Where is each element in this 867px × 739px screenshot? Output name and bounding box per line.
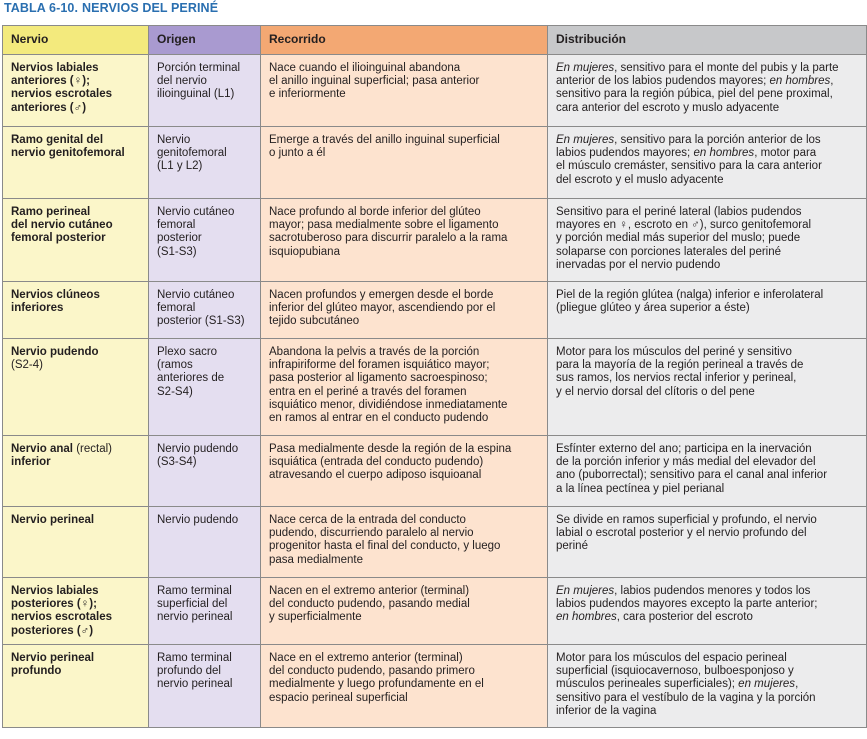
cell-origen: Nervio pudendo (S3-S4) bbox=[149, 436, 261, 507]
sex-qualifier: en hombres bbox=[693, 147, 755, 160]
sex-qualifier: en hombres bbox=[769, 75, 831, 88]
sex-qualifier: En mujeres bbox=[556, 134, 615, 146]
cell-origen: Nervio genitofemoral (L1 y L2) bbox=[149, 127, 261, 199]
cell-recorrido: Abandona la pelvis a través de la porción infrapiriforme del foramen isquiático mayor; pasa posterior al ligamento sacroespinoso; entra en el periné a través del foramen isquiático menor, dividiéndose inmediatamente en ramos al entrar en el conducto pudendo bbox=[261, 339, 548, 436]
cell-recorrido: Emerge a través del anillo inguinal superficial o junto a él bbox=[261, 127, 548, 199]
cell-nervio bbox=[3, 339, 149, 436]
header-nervio: Nervio bbox=[3, 26, 149, 55]
nervio-name: Nervio perineal profundo bbox=[11, 652, 95, 678]
distribution-text: , sensitivo para el vestíbulo de la vagina y la porción inferior de la vagina bbox=[556, 678, 816, 717]
cell-origen: Nervio cutáneo femoral posterior (S1-S3) bbox=[149, 199, 261, 282]
cell-distribucion bbox=[548, 645, 867, 728]
nervio-name: Nervios labiales posteriores (♀); nervios escrotales posteriores (♂) bbox=[11, 585, 113, 637]
nervio-qualifier: (rectal) bbox=[73, 443, 112, 455]
distribution-text: , sensitivo para el monte del pubis y la parte anterior de los labios pudendos mayores; bbox=[556, 62, 839, 88]
table-row bbox=[3, 507, 867, 578]
cell-nervio bbox=[3, 282, 149, 339]
distribution-text: Motor para los músculos del espacio perineal superficial (isquiocavernoso, bulboesponjoso y músculos perineales superficiales); bbox=[556, 652, 794, 691]
table-row bbox=[3, 645, 867, 728]
cell-recorrido: Nacen en el extremo anterior (terminal) del conducto pudendo, pasando medial y superficialmente bbox=[261, 578, 548, 645]
table-row bbox=[3, 127, 867, 199]
cell-origen: Ramo terminal profundo del nervio perineal bbox=[149, 645, 261, 728]
distribution-text: , sensitivo para la región púbica, piel del pene proximal, cara anterior del escroto y muslo adyacente bbox=[556, 75, 834, 114]
cell-distribucion bbox=[548, 436, 867, 507]
header-recorrido: Recorrido bbox=[261, 26, 548, 55]
distribution-text: , sensitivo para la porción anterior de los labios pudendos mayores; bbox=[556, 134, 821, 160]
sex-qualifier: en hombres bbox=[556, 611, 617, 624]
table-heading: NERVIOS DEL PERINÉ bbox=[82, 1, 219, 15]
table-row bbox=[3, 578, 867, 645]
cell-nervio bbox=[3, 55, 149, 127]
cell-distribucion bbox=[548, 339, 867, 436]
cell-nervio bbox=[3, 127, 149, 199]
cell-origen: Ramo terminal superficial del nervio perineal bbox=[149, 578, 261, 645]
distribution-text: Sensitivo para el periné lateral (labios pudendos mayores en ♀, escroto en ♂), surco genitofemoral y porción medial más superior del muslo; puede solaparse con porciones laterales del periné inervadas por el nervio pudendo bbox=[556, 206, 812, 271]
nervio-name: Nervio anal bbox=[11, 443, 73, 455]
nervio-name: Nervios clúneos inferiores bbox=[11, 289, 100, 315]
distribution-text: , cara posterior del escroto bbox=[616, 611, 753, 624]
distribution-text: , motor para el músculo cremáster, sensitivo para la cara anterior del escroto y el muslo adyacente bbox=[556, 147, 822, 186]
cell-nervio bbox=[3, 507, 149, 578]
nervio-name-end: inferior bbox=[11, 456, 51, 469]
cell-origen: Nervio cutáneo femoral posterior (S1-S3) bbox=[149, 282, 261, 339]
sex-qualifier: En mujeres bbox=[556, 62, 615, 74]
cell-nervio bbox=[3, 578, 149, 645]
nervio-name: Nervio pudendo bbox=[11, 346, 99, 358]
sex-qualifier: en mujeres bbox=[738, 678, 796, 691]
distribution-text: Motor para los músculos del periné y sensitivo para la mayoría de la región perineal a través de sus ramos, los nervios rectal inferior y perineal, y el nervio dorsal del clítoris o del pene bbox=[556, 346, 804, 398]
cell-recorrido: Nace cerca de la entrada del conducto pudendo, discurriendo paralelo al nervio progenitor hasta el final del conducto, y luego pasa medialmente bbox=[261, 507, 548, 578]
distribution-text: Piel de la región glútea (nalga) inferior e inferolateral (pliegue glúteo y área superior a éste) bbox=[556, 289, 824, 315]
cell-nervio bbox=[3, 199, 149, 282]
cell-recorrido: Nacen profundos y emergen desde el borde inferior del glúteo mayor, ascendiendo por el tejido subcutáneo bbox=[261, 282, 548, 339]
cell-recorrido: Nace cuando el ilioinguinal abandona el anillo inguinal superficial; pasa anterior e inferiormente bbox=[261, 55, 548, 127]
cell-recorrido: Pasa medialmente desde la región de la espina isquiática (entrada del conducto pudendo) atravesando el cuerpo adiposo isquioanal bbox=[261, 436, 548, 507]
sex-qualifier: En mujeres bbox=[556, 585, 615, 597]
table-row bbox=[3, 282, 867, 339]
cell-nervio bbox=[3, 436, 149, 507]
table-number: TABLA 6-10. bbox=[4, 1, 79, 15]
cell-origen: Nervio pudendo bbox=[149, 507, 261, 578]
distribution-text: Se divide en ramos superficial y profundo, el nervio labial o escrotal posterior y el nervio profundo del periné bbox=[556, 514, 817, 553]
nervio-segments: (S2-4) bbox=[11, 359, 43, 372]
nerves-table bbox=[2, 25, 867, 728]
cell-recorrido: Nace profundo al borde inferior del glúteo mayor; pasa medialmente sobre el ligamento sacrotuberoso para discurrir paralelo a la rama isquiopubiana bbox=[261, 199, 548, 282]
cell-origen: Plexo sacro (ramos anteriores de S2-S4) bbox=[149, 339, 261, 436]
cell-distribucion bbox=[548, 55, 867, 127]
cell-origen: Porción terminal del nervio ilioinguinal (L1) bbox=[149, 55, 261, 127]
table-row bbox=[3, 339, 867, 436]
nervio-name: Nervios labiales anteriores (♀); nervios escrotales anteriores (♂) bbox=[11, 62, 113, 114]
cell-distribucion bbox=[548, 199, 867, 282]
nervio-name: Nervio perineal bbox=[11, 514, 95, 526]
table-row bbox=[3, 55, 867, 127]
cell-recorrido: Nace en el extremo anterior (terminal) del conducto pudendo, pasando primero medialmente y luego profundamente en el espacio perineal superficial bbox=[261, 645, 548, 728]
table-title bbox=[4, 1, 218, 21]
cell-distribucion bbox=[548, 578, 867, 645]
cell-distribucion bbox=[548, 127, 867, 199]
table-body bbox=[3, 55, 867, 728]
nervio-name: Ramo genital del nervio genitofemoral bbox=[11, 134, 125, 160]
header-distribucion: Distribución bbox=[548, 26, 867, 55]
cell-distribucion bbox=[548, 282, 867, 339]
table-row bbox=[3, 436, 867, 507]
cell-distribucion bbox=[548, 507, 867, 578]
header-row bbox=[3, 26, 867, 55]
distribution-text: Esfínter externo del ano; participa en la inervación de la porción inferior y más medial del elevador del ano (puborrectal); sensitivo para el canal anal inferior a la línea pectínea y piel perianal bbox=[556, 443, 828, 495]
cell-nervio bbox=[3, 645, 149, 728]
distribution-text: , labios pudendos menores y todos los labios pudendos mayores excepto la parte anterior; bbox=[556, 585, 818, 611]
table-row bbox=[3, 199, 867, 282]
header-origen: Origen bbox=[149, 26, 261, 55]
nervio-name: Ramo perineal del nervio cutáneo femoral posterior bbox=[11, 206, 113, 245]
